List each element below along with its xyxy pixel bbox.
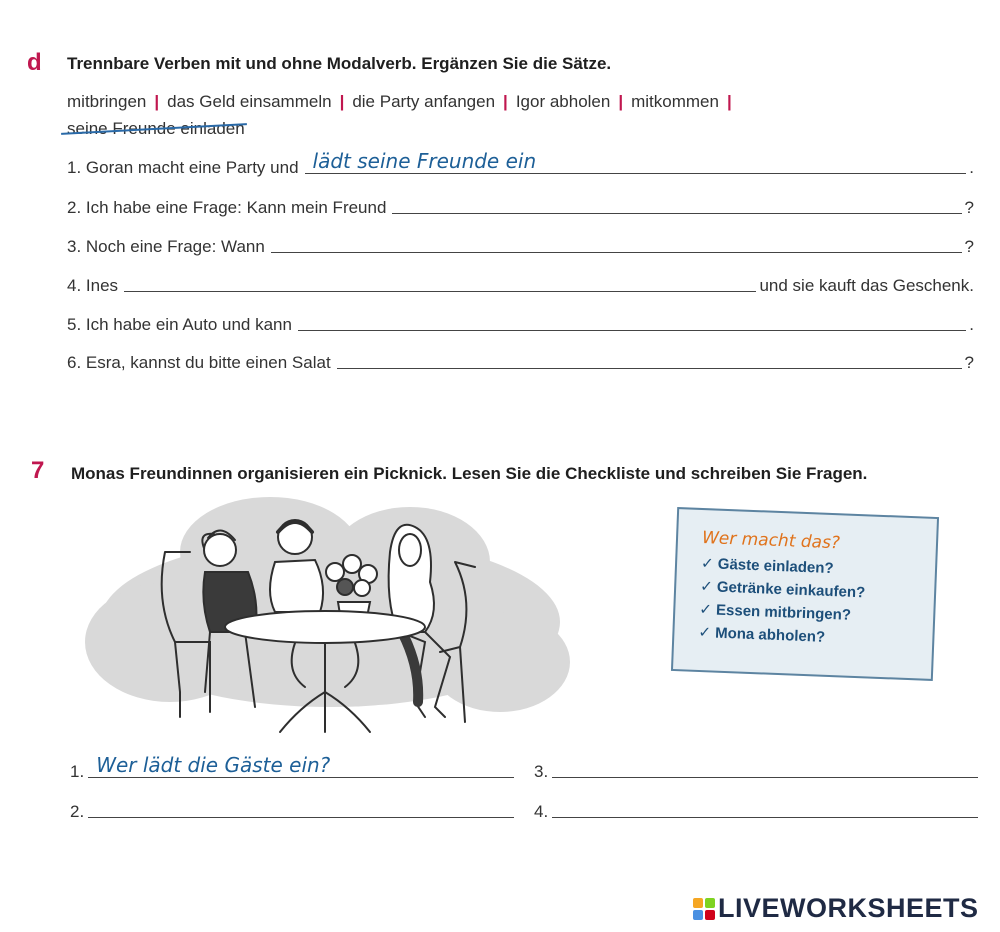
question-row-3 — [534, 758, 978, 782]
answer-field-5[interactable] — [298, 310, 966, 331]
sentence-suffix: ? — [964, 237, 974, 256]
question-row-4 — [534, 798, 978, 822]
word-bank — [67, 92, 740, 112]
answer-field-3[interactable] — [271, 232, 962, 253]
sentence-prefix: 2. Ich habe eine Frage: Kann mein Freund — [67, 198, 387, 217]
sentence-row-4 — [67, 270, 974, 296]
checklist-item — [700, 577, 866, 601]
word-bank-item: mitkommen — [631, 92, 719, 111]
handwritten-answer: lädt seine Freunde ein — [312, 149, 537, 173]
checklist-card — [671, 507, 939, 681]
word-bank-item: Igor abholen — [515, 92, 611, 111]
word-bank-line-2 — [67, 119, 245, 139]
word-bank-item: die Party anfangen — [352, 92, 496, 111]
sentence-row-2 — [67, 192, 974, 218]
sentence-prefix: 1. Goran macht eine Party und — [67, 158, 299, 177]
logo-text: LIVEWORKSHEETS — [718, 893, 979, 923]
sentence-suffix: . — [969, 158, 974, 177]
sentence-row-6 — [67, 347, 974, 373]
section-d-letter: d — [27, 49, 42, 76]
section-d-title: Trennbare Verben mit und ohne Modalverb. Ergänzen Sie die Sätze. — [67, 54, 612, 73]
checklist-item-label: Essen mitbringen? — [715, 601, 852, 624]
sentence-prefix: 6. Esra, kannst du bitte einen Salat — [67, 353, 331, 372]
checklist-item-label: Mona abholen? — [714, 624, 826, 646]
word-bank-item-struck — [67, 119, 245, 138]
sentence-prefix: 3. Noch eine Frage: Wann — [67, 237, 265, 256]
sentence-suffix: . — [969, 315, 974, 334]
sentence-prefix: 4. Ines — [67, 276, 119, 295]
question-row-2 — [70, 798, 514, 822]
question-number: 4. — [534, 802, 549, 821]
checklist-title: Wer macht das? — [701, 528, 841, 554]
answer-field-6[interactable] — [337, 348, 962, 369]
section-7-title: Monas Freundinnen organisieren ein Picknick. Lesen Sie die Checkliste und schreiben Sie Fragen. — [71, 464, 868, 483]
word-bank-item: das Geld einsammeln — [167, 92, 332, 111]
sentence-suffix: ? — [964, 198, 974, 217]
sentence-suffix: ? — [964, 353, 974, 372]
checkmark-icon: ✓ — [698, 623, 712, 642]
sentence-row-1 — [67, 149, 974, 178]
question-field-2[interactable] — [88, 797, 514, 818]
word-separator: | — [503, 92, 508, 111]
sentence-prefix: 5. Ich habe ein Auto und kann — [67, 315, 292, 334]
picnic-table-illustration — [80, 492, 570, 742]
question-row-1 — [70, 753, 514, 782]
checklist-item — [701, 554, 834, 577]
checkmark-icon: ✓ — [699, 600, 713, 619]
checkmark-icon: ✓ — [699, 577, 714, 596]
question-number: 2. — [70, 802, 85, 821]
word-separator: | — [154, 92, 160, 111]
word-separator: | — [339, 92, 345, 111]
checklist-item-label: Gäste einladen? — [717, 555, 834, 578]
question-number: 3. — [534, 762, 549, 781]
sentence-row-5 — [67, 309, 974, 335]
answer-field-2[interactable] — [392, 193, 961, 214]
question-field-1[interactable] — [88, 753, 514, 778]
answer-field-4[interactable] — [124, 271, 756, 292]
checklist-item — [699, 600, 851, 624]
checklist-item — [698, 623, 825, 646]
word-bank-item: mitbringen — [67, 92, 147, 111]
section-7-number: 7 — [31, 457, 45, 484]
liveworksheets-logo[interactable] — [693, 893, 979, 924]
word-separator: | — [726, 92, 732, 111]
illustration-cloud-background — [85, 497, 570, 712]
liveworksheets-logo-icon — [693, 898, 715, 920]
handwritten-answer: Wer lädt die Gäste ein? — [96, 753, 331, 777]
checkmark-icon: ✓ — [700, 554, 714, 573]
word-bank-item: seine Freunde einladen — [67, 119, 245, 138]
word-separator: | — [618, 92, 624, 111]
question-field-3[interactable] — [552, 757, 978, 778]
sentence-row-3 — [67, 231, 974, 257]
question-field-4[interactable] — [552, 797, 978, 818]
question-number: 1. — [70, 762, 85, 781]
checklist-item-label: Getränke einkaufen? — [716, 578, 866, 602]
sentence-suffix: und sie kauft das Geschenk. — [759, 276, 974, 295]
answer-field-1[interactable] — [305, 149, 967, 174]
